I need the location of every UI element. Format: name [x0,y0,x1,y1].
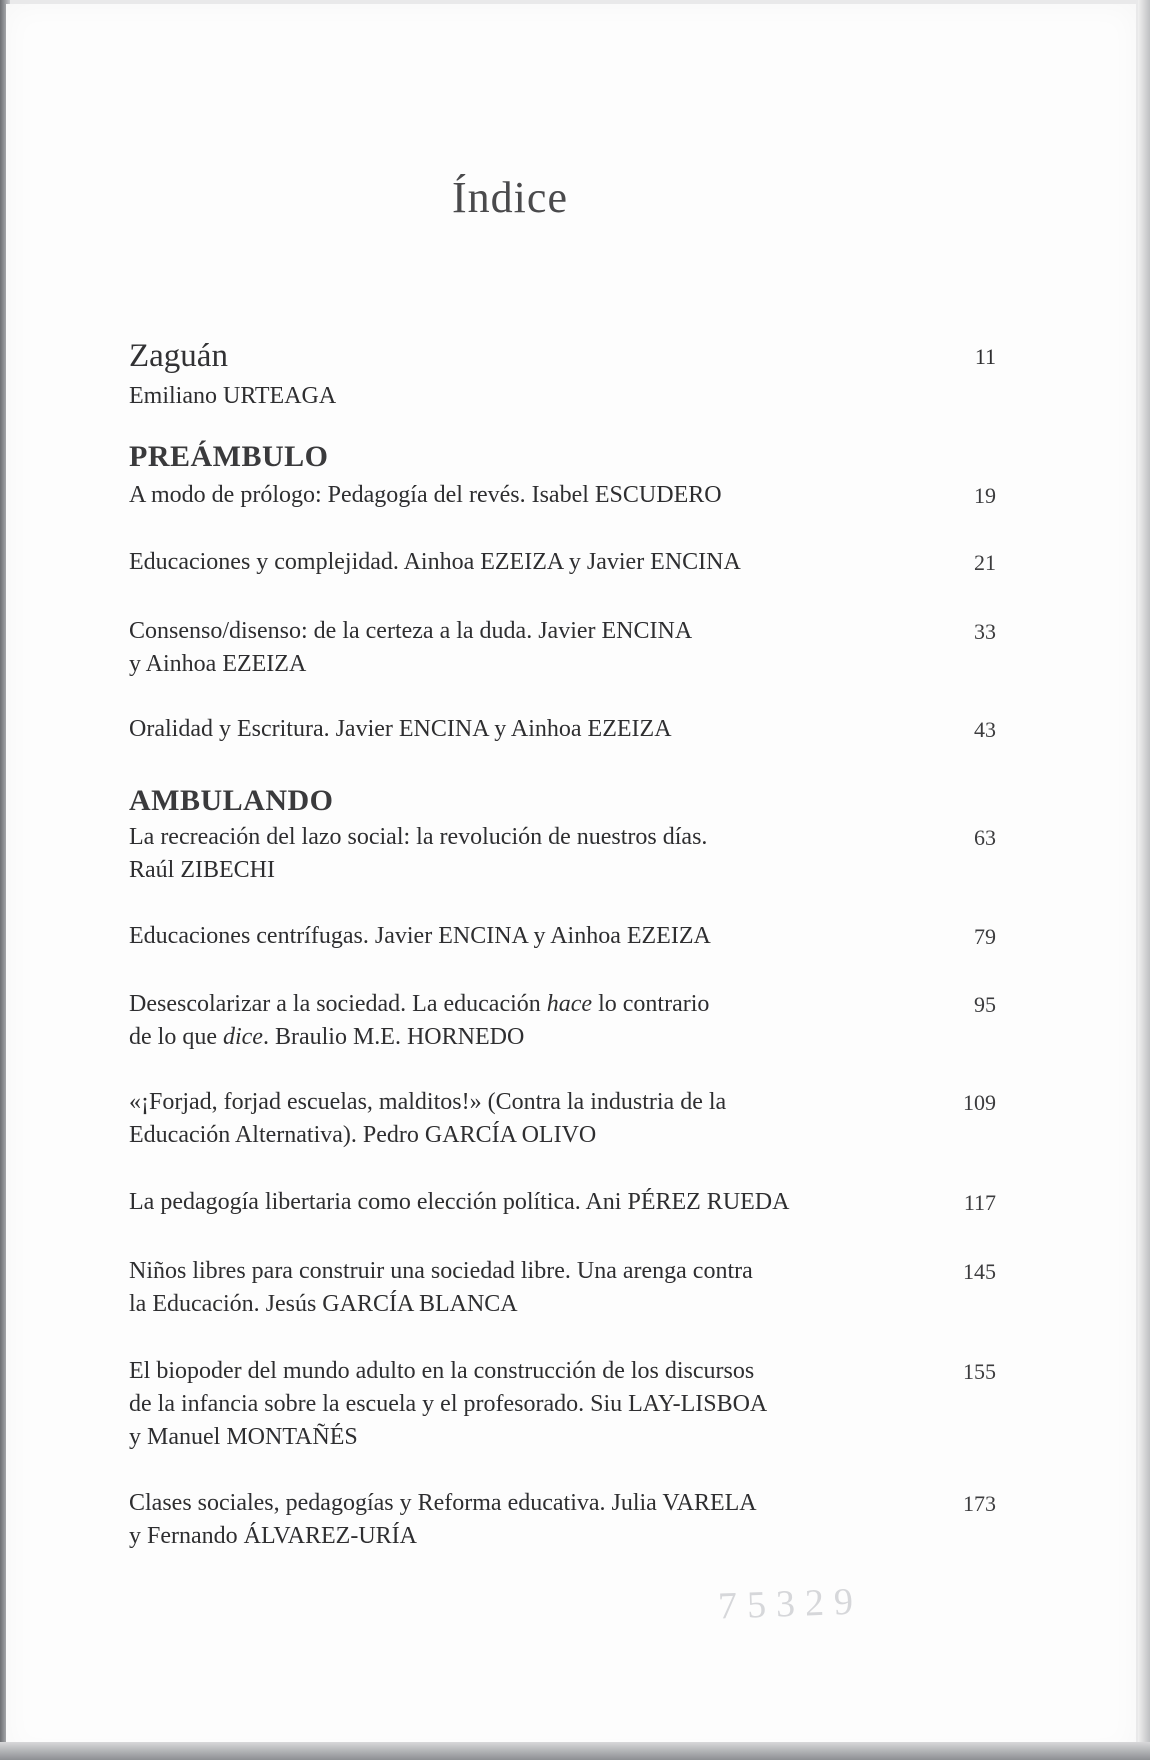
toc-entry-page: 117 [963,1190,996,1215]
toc-entry-page: 79 [974,924,996,949]
toc-entry[interactable] [129,988,996,1054]
toc-entry-text-line-1: Clases sociales, pedagogías y Reforma educativa. Julia VARELA [129,1490,757,1516]
toc-entry-text-line-2: y Fernando ÁLVAREZ-URÍA [129,1523,417,1549]
zaguan-title: Zaguán [129,338,228,374]
toc-entry-text-line-2: la Educación. Jesús GARCÍA BLANCA [129,1291,518,1317]
toc-entry[interactable] [129,615,996,681]
zaguan-author: Emiliano URTEAGA [129,383,337,409]
toc-entry[interactable] [129,1487,996,1553]
toc-entry-page: 33 [974,619,996,644]
zaguan-page-number: 11 [974,344,996,369]
toc-entry-page: 145 [963,1259,996,1284]
toc-entry[interactable] [129,1086,996,1152]
toc-entry-page: 43 [974,717,996,742]
toc-entry-page: 63 [974,825,996,850]
toc-entry[interactable] [129,821,996,887]
toc-entry-text-line-1: Desescolarizar a la sociedad. La educación hace lo contrario [129,991,710,1017]
toc-entry[interactable] [129,1186,996,1219]
toc-entry-text: La pedagogía libertaria como elección política. Ani PÉREZ RUEDA [129,1189,790,1215]
toc-entry-text-line-1: El biopoder del mundo adulto en la construcción de los discursos [129,1358,755,1384]
toc-entry-text: Oralidad y Escritura. Javier ENCINA y Ainhoa EZEIZA [129,716,672,742]
toc-entry-text: Educaciones y complejidad. Ainhoa EZEIZA y Javier ENCINA [129,549,741,575]
toc-entry[interactable] [129,479,996,512]
toc-entry-text-line-1: «¡Forjad, forjad escuelas, malditos!» (Contra la industria de la [129,1089,727,1115]
toc-entry[interactable] [129,713,996,746]
toc-entry-page: 21 [974,550,996,575]
toc-entry-text-line-2: de la infancia sobre la escuela y el profesorado. Siu LAY-LISBOA [129,1391,768,1417]
page-title: Índice [452,173,568,222]
toc-entry-page: 173 [963,1491,996,1516]
toc-entry-text-line-2: y Ainhoa EZEIZA [129,651,307,677]
page-bottom-edge [0,1742,1150,1760]
toc-entry-text-line-2: de lo que dice. Braulio M.E. HORNEDO [129,1024,525,1050]
toc-entry-page: 109 [963,1090,996,1115]
toc-entry-text: A modo de prólogo: Pedagogía del revés. Isabel ESCUDERO [129,482,722,508]
section-heading-preambulo: PREÁMBULO [129,440,329,473]
toc-entry[interactable] [129,1355,996,1454]
toc-entry-text-line-2: Educación Alternativa). Pedro GARCÍA OLIVO [129,1122,597,1148]
toc-entry-text-line-3: y Manuel MONTAÑÉS [129,1424,358,1450]
toc-entry-page: 95 [974,992,996,1017]
emphasis-dice: dice [222,1024,263,1050]
toc-entry-page: 155 [963,1359,996,1384]
page-right-edge [1138,0,1150,1760]
toc-entry[interactable] [129,1255,996,1321]
toc-entry-text: Educaciones centrífugas. Javier ENCINA y Ainhoa EZEIZA [129,923,711,949]
section-heading-ambulando: AMBULANDO [129,784,334,817]
toc-entry[interactable] [129,546,996,579]
toc-entry-text-line-1: Niños libres para construir una sociedad libre. Una arenga contra [129,1258,753,1284]
toc-entry[interactable] [129,920,996,953]
toc-entry-text-line-1: Consenso/disenso: de la certeza a la duda. Javier ENCINA [129,618,693,644]
library-stamp: 75329 [717,1580,864,1628]
emphasis-hace: hace [546,991,593,1017]
toc-entry-text-line-2: Raúl ZIBECHI [129,857,275,883]
toc-entry-text-line-1: La recreación del lazo social: la revolución de nuestros días. [129,824,708,850]
toc-entry-page: 19 [974,483,996,508]
